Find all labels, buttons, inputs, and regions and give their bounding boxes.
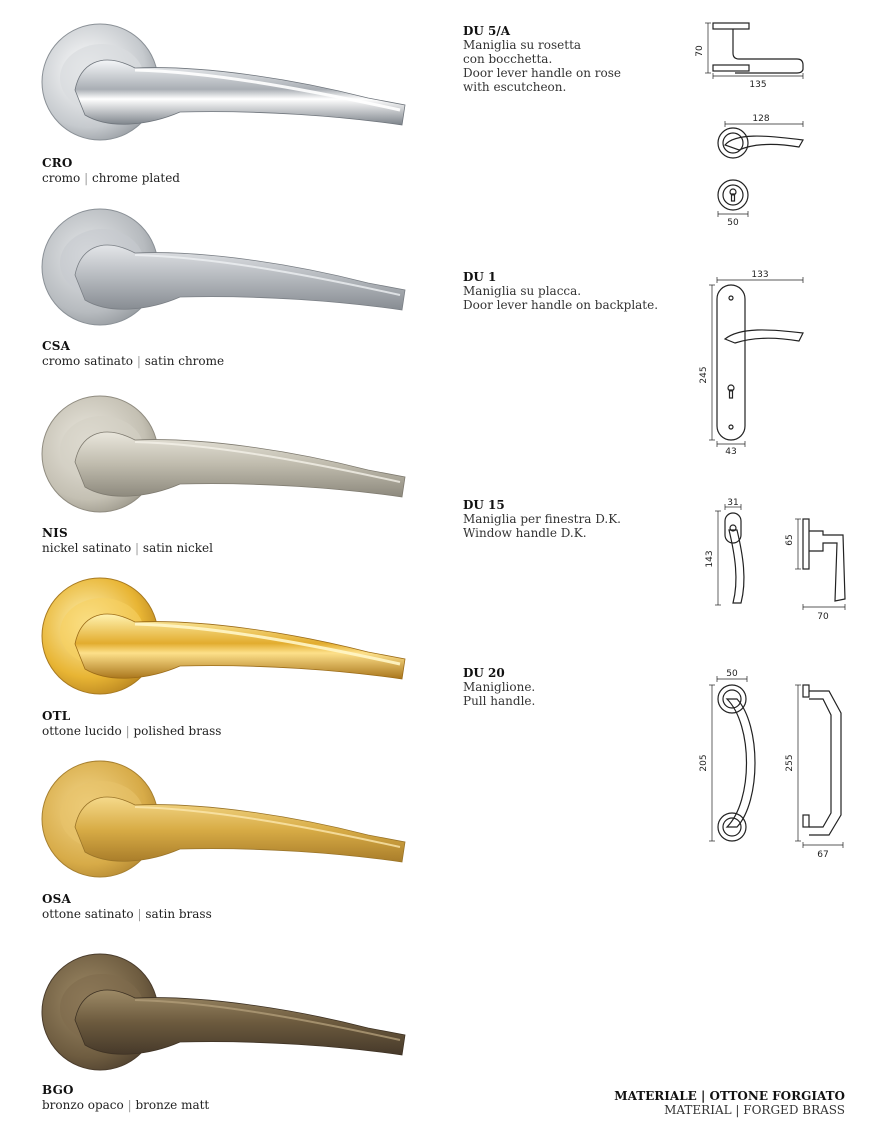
finish-code: OTL bbox=[42, 709, 71, 723]
model-desc-line: Door lever handle on backplate. bbox=[463, 298, 659, 312]
dimension-label: 70 bbox=[695, 45, 705, 57]
lever-handle-satin-brass-image bbox=[40, 757, 410, 882]
dimension-label: 50 bbox=[727, 218, 739, 228]
model-du1 bbox=[463, 270, 659, 312]
model-desc-line: Window handle D.K. bbox=[463, 526, 587, 540]
dimension-label: 70 bbox=[817, 612, 829, 622]
finish-cro bbox=[0, 20, 430, 190]
dimension-label: 255 bbox=[785, 754, 795, 772]
lever-handle-polished-brass-image bbox=[40, 574, 410, 699]
model-desc-line: with escutcheon. bbox=[463, 80, 567, 94]
finish-description: cromo | chrome plated bbox=[42, 171, 180, 185]
model-code: DU 20 bbox=[463, 666, 505, 680]
dimension-label: 65 bbox=[785, 534, 795, 546]
model-desc-line: Maniglione. bbox=[463, 680, 536, 694]
dimension-label: 135 bbox=[749, 80, 767, 90]
du15-technical-drawing bbox=[695, 495, 855, 630]
model-desc-line: Maniglia su rosetta bbox=[463, 38, 582, 52]
finish-code: CRO bbox=[42, 156, 73, 170]
du1-technical-drawing bbox=[695, 265, 815, 460]
model-desc-line: con bocchetta. bbox=[463, 52, 553, 66]
model-du5a bbox=[463, 24, 653, 94]
dimension-label: 67 bbox=[817, 850, 829, 860]
dimension-label: 133 bbox=[751, 270, 769, 280]
dimension-label: 31 bbox=[727, 498, 739, 508]
model-du20 bbox=[463, 666, 653, 708]
dimension-label: 205 bbox=[699, 754, 709, 772]
finish-code: OSA bbox=[42, 892, 72, 906]
dimension-label: 245 bbox=[699, 366, 709, 384]
model-desc-line: Pull handle. bbox=[463, 694, 536, 708]
finish-code: BGO bbox=[42, 1083, 74, 1097]
finish-bgo bbox=[0, 950, 430, 1120]
du5a-technical-drawing bbox=[695, 15, 815, 230]
material-footer bbox=[614, 1089, 845, 1117]
dimension-label: 143 bbox=[705, 550, 715, 568]
model-du15 bbox=[463, 498, 653, 540]
model-desc-line: Maniglia su placca. bbox=[463, 284, 582, 298]
model-desc-line: Maniglia per finestra D.K. bbox=[463, 512, 621, 526]
finish-description: nickel satinato | satin nickel bbox=[42, 541, 213, 555]
finish-nis bbox=[0, 392, 430, 562]
dimension-label: 50 bbox=[726, 669, 738, 679]
model-code: DU 15 bbox=[463, 498, 505, 512]
lever-handle-bronze-matt-image bbox=[40, 950, 410, 1075]
lever-handle-satin-chrome-image bbox=[40, 205, 410, 330]
model-code: DU 5/A bbox=[463, 24, 511, 38]
material-it: MATERIALE | OTTONE FORGIATO bbox=[614, 1089, 845, 1103]
dimension-label: 43 bbox=[725, 447, 737, 457]
dimension-label: 128 bbox=[752, 114, 770, 124]
finish-code: CSA bbox=[42, 339, 71, 353]
model-code: DU 1 bbox=[463, 270, 497, 284]
finish-description: cromo satinato | satin chrome bbox=[42, 354, 225, 368]
finish-code: NIS bbox=[42, 526, 68, 540]
finish-csa bbox=[0, 205, 430, 375]
lever-handle-satin-nickel-image bbox=[40, 392, 410, 517]
model-desc-line: Door lever handle on rose bbox=[463, 66, 622, 80]
du20-technical-drawing bbox=[695, 665, 855, 865]
finish-description: ottone satinato | satin brass bbox=[42, 907, 212, 921]
finish-description: bronzo opaco | bronze matt bbox=[42, 1098, 210, 1112]
finish-osa bbox=[0, 757, 430, 927]
finish-otl bbox=[0, 574, 430, 744]
lever-handle-chrome-image bbox=[40, 20, 410, 145]
finish-description: ottone lucido | polished brass bbox=[42, 724, 222, 738]
material-en: MATERIAL | FORGED BRASS bbox=[664, 1103, 845, 1117]
